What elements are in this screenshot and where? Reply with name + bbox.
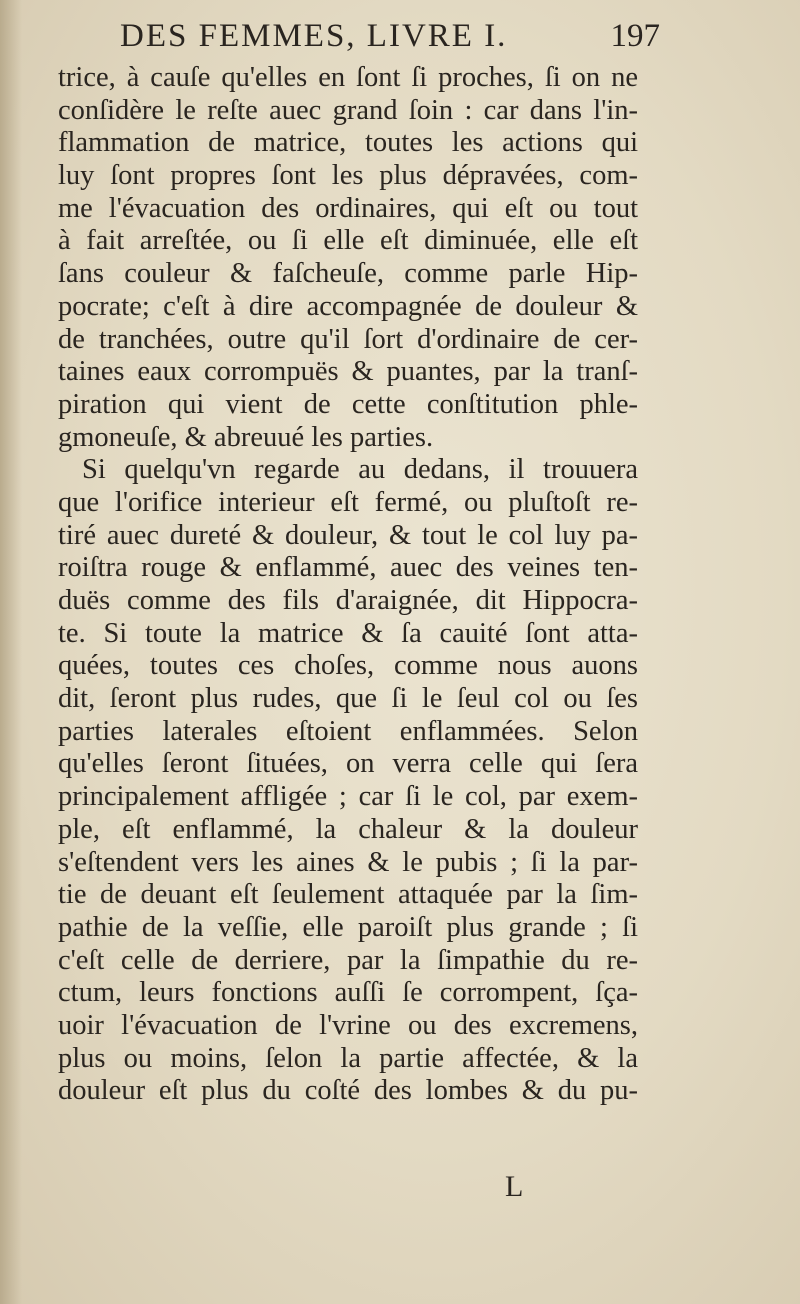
text-line: flammation de matrice, toutes les actions qui — [58, 127, 638, 159]
text-line: plus ou moins, ſelon la partie affectée, & la — [58, 1042, 638, 1074]
text-line: taines eaux corrompuës & puantes, par la tranſ- — [58, 356, 638, 388]
text-line: c'eſt celle de derriere, par la ſimpathie du re- — [58, 944, 638, 976]
text-line: principalement affligée ; car ſi le col, par exem- — [58, 781, 638, 813]
text-line: pocrate; c'eſt à dire accompagnée de douleur & — [58, 290, 638, 322]
text-line: luy ſont propres ſont les plus dépravées, com- — [58, 160, 638, 192]
text-line: uoir l'évacuation de l'vrine ou des excremens, — [58, 1009, 638, 1041]
text-line: ctum, leurs fonctions auſſi ſe corrompent, ſça- — [58, 977, 638, 1009]
running-head: DES FEMMES, LIVRE I. — [120, 18, 508, 54]
text-line: Si quelqu'vn regarde au dedans, il trouuera — [82, 454, 638, 486]
text-line: quées, toutes ces choſes, comme nous auons — [58, 650, 638, 682]
body-text — [58, 62, 638, 1108]
text-line: tie de deuant eſt ſeulement attaquée par la ſim- — [58, 879, 638, 911]
text-line: gmoneuſe, & abreuué les parties. — [58, 421, 434, 453]
text-line: ple, eſt enflammé, la chaleur & la douleur — [58, 813, 638, 845]
text-line: à fait arreſtée, ou ſi elle eſt diminuée, elle eſt — [58, 225, 638, 257]
page-number: 197 — [610, 18, 660, 54]
signature-mark: L — [505, 1170, 524, 1203]
text-line: te. Si toute la matrice & ſa cauité ſont atta- — [58, 617, 638, 649]
text-line: qu'elles ſeront ſituées, on verra celle qui ſera — [58, 748, 638, 780]
text-line: douleur eſt plus du coſté des lombes & du pu- — [58, 1075, 638, 1107]
text-line: s'eſtendent vers les aines & le pubis ; ſi la par- — [58, 846, 638, 878]
gutter-shadow — [0, 0, 22, 1304]
text-line: que l'orifice interieur eſt fermé, ou pluſtoſt re- — [58, 486, 638, 518]
text-line: tiré auec dureté & douleur, & tout le col luy pa- — [58, 519, 638, 551]
text-line: conſidère le reſte auec grand ſoin : car dans l'in- — [58, 94, 638, 126]
text-line: me l'évacuation des ordinaires, qui eſt ou tout — [58, 192, 638, 224]
text-line: dit, ſeront plus rudes, que ſi le ſeul col ou ſes — [58, 683, 638, 715]
text-line: duës comme des fils d'araignée, dit Hippocra- — [58, 585, 638, 616]
text-line: roiſtra rouge & enflammé, auec des veines ten- — [58, 552, 638, 584]
text-line: parties laterales eſtoient enflammées. Selon — [58, 715, 638, 747]
text-line: ſans couleur & faſcheuſe, comme parle Hip- — [58, 258, 638, 290]
text-line: pathie de la veſſie, elle paroiſt plus grande ; ſi — [58, 911, 638, 943]
text-line: piration qui vient de cette conſtitution phle- — [58, 388, 638, 420]
text-line: trice, à cauſe qu'elles en ſont ſi proches, ſi on ne — [58, 62, 638, 93]
text-line: de tranchées, outre qu'il ſort d'ordinaire de cer- — [58, 323, 638, 355]
page-header — [120, 18, 660, 60]
